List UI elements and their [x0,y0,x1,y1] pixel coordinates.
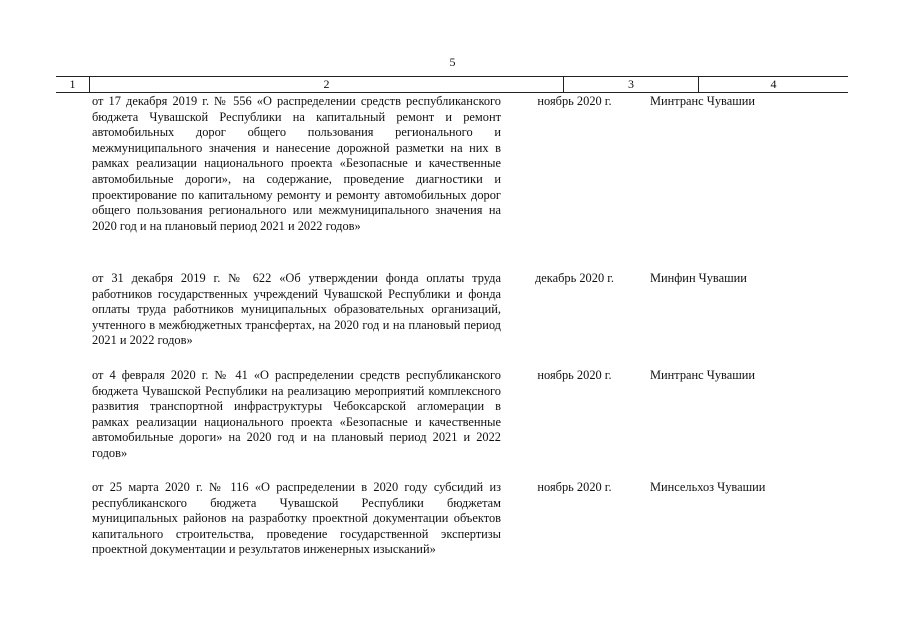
document-description: от 31 декабря 2019 г. № 622 «Об утверждении фонда оплаты труда работников государственных учреждений Чувашской Республики и фонда оплаты труда работников муниципальных образовательных организаций, учтенного в межбюджетных трансфертах, на 2020 год и на плановый период 2021 и 2022 годов» [92,271,501,348]
deadline-cell: ноябрь 2020 г. [537,480,612,494]
page-number: 5 [449,55,456,69]
document-description: от 25 марта 2020 г. № 116 «О распределении в 2020 году субсидий из республиканского бюджета Чувашской Республики бюджетам муниципальных районов на разработку проектной документации объектов капитального строительства, проведение государственной экспертизы проектной документации и результатов инженерных изысканий» [92,480,501,557]
table-header [56,76,848,93]
executor-cell: Минтранс Чувашии [650,368,756,382]
executor-cell: Минфин Чувашии [650,271,747,285]
executor-cell: Минсельхоз Чувашии [650,480,766,494]
header-col-4: 4 [698,77,848,92]
executor-cell: Минтранс Чувашии [650,94,756,108]
deadline-cell: декабрь 2020 г. [534,271,615,285]
deadline-cell: ноябрь 2020 г. [537,368,612,382]
document-description: от 17 декабря 2019 г. № 556 «О распределении средств республиканского бюджета Чувашской Республики на капитальный ремонт и ремонт автомобильных дорог общего пользования регионального и межмуниципального значения и нанесение дорожной разметки на них в рамках реализации национального проекта «Безопасные и качественные автомобильные дороги», на содержание, проведение диагностики и проектирование по капитальному ремонту и ремонту автомобильных дорог общего пользования регионального или межмуниципального значения на 2020 год и на плановый период 2021 и 2022 годов» [92,94,501,233]
header-col-2: 2 [89,77,563,92]
header-col-1: 1 [69,77,76,91]
header-col-3: 3 [563,77,698,92]
document-description: от 4 февраля 2020 г. № 41 «О распределении средств республиканского бюджета Чувашской Республики на реализацию мероприятий комплексного развития транспортной инфраструктуры Чебоксарской агломерации в рамках реализации национального проекта «Безопасные и качественные автомобильные дороги» на 2020 год и на плановый период 2021 и 2022 годов» [92,368,501,460]
deadline-cell: ноябрь 2020 г. [537,94,612,108]
